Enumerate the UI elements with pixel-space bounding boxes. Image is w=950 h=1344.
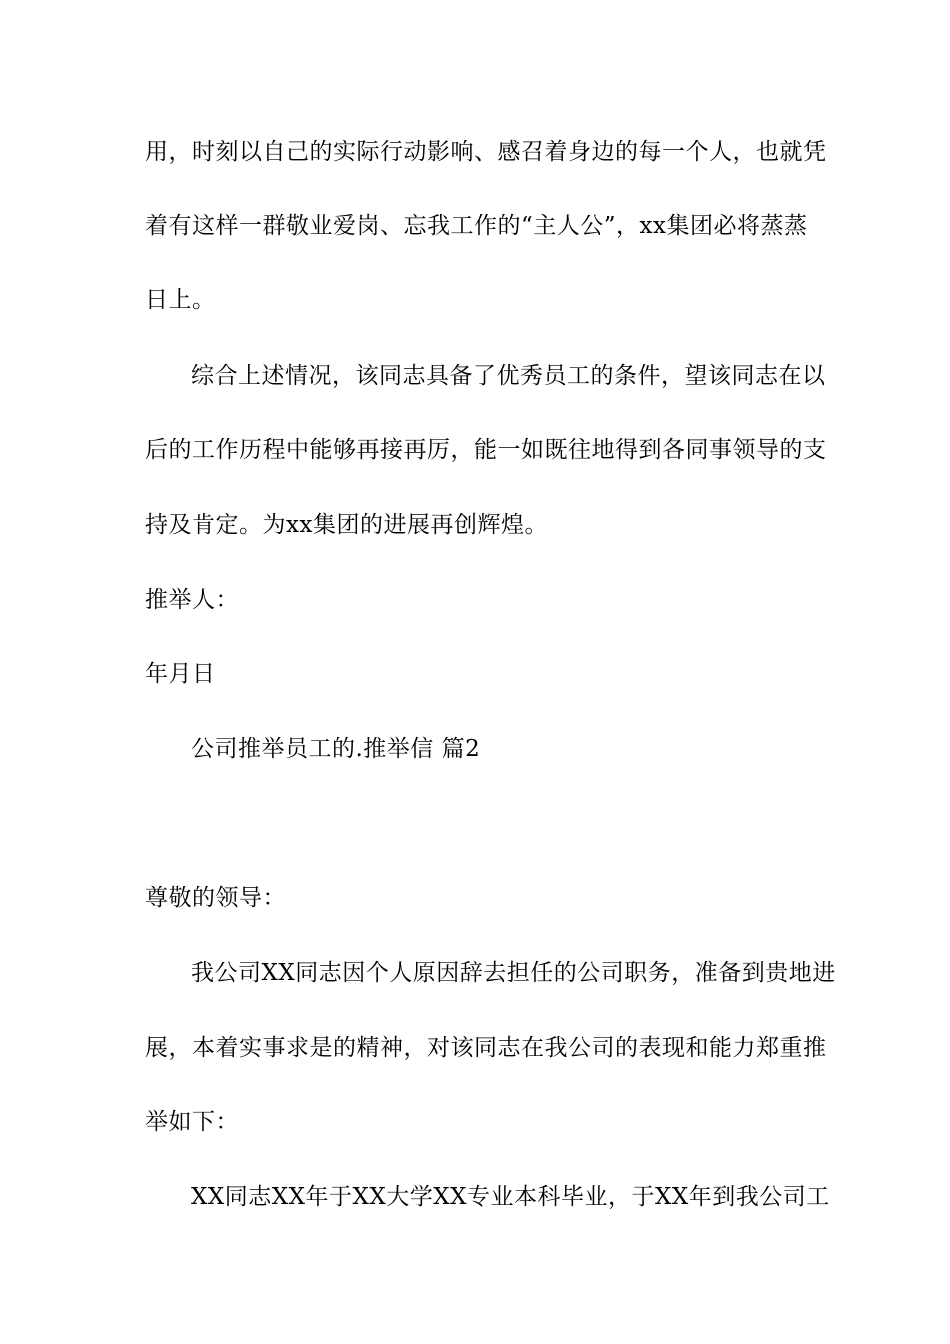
paragraph-line: 用，时刻以自己的实际行动影响、感召着身边的每一个人，也就凭 [145, 139, 827, 165]
paragraph-line: 持及肯定。为xx集团的进展再创辉煌。 [145, 512, 548, 538]
salutation: 尊敬的领导： [145, 885, 286, 911]
section-title: 公司推举员工的.推举信 篇2 [191, 736, 481, 762]
paragraph-line: 综合上述情况，该同志具备了优秀员工的条件，望该同志在以 [191, 363, 826, 389]
paragraph-line: 展，本着实事求是的精神，对该同志在我公司的表现和能力郑重推 [145, 1035, 827, 1061]
paragraph-line: 我公司XX同志因个人原因辞去担任的公司职务，准备到贵地进 [191, 960, 836, 986]
signature-label: 推举人： [145, 587, 239, 613]
paragraph-line: XX同志XX年于XX大学XX专业本科毕业，于XX年到我公司工 [191, 1184, 830, 1210]
paragraph-line: 举如下： [145, 1109, 239, 1135]
date-label: 年月日 [145, 661, 216, 687]
paragraph-line: 着有这样一群敬业爱岗、忘我工作的“主人公”，xx集团必将蒸蒸 [145, 213, 808, 239]
paragraph-line: 后的工作历程中能够再接再厉，能一如既往地得到各同事领导的支 [145, 437, 827, 463]
paragraph-line: 日上。 [145, 287, 216, 313]
